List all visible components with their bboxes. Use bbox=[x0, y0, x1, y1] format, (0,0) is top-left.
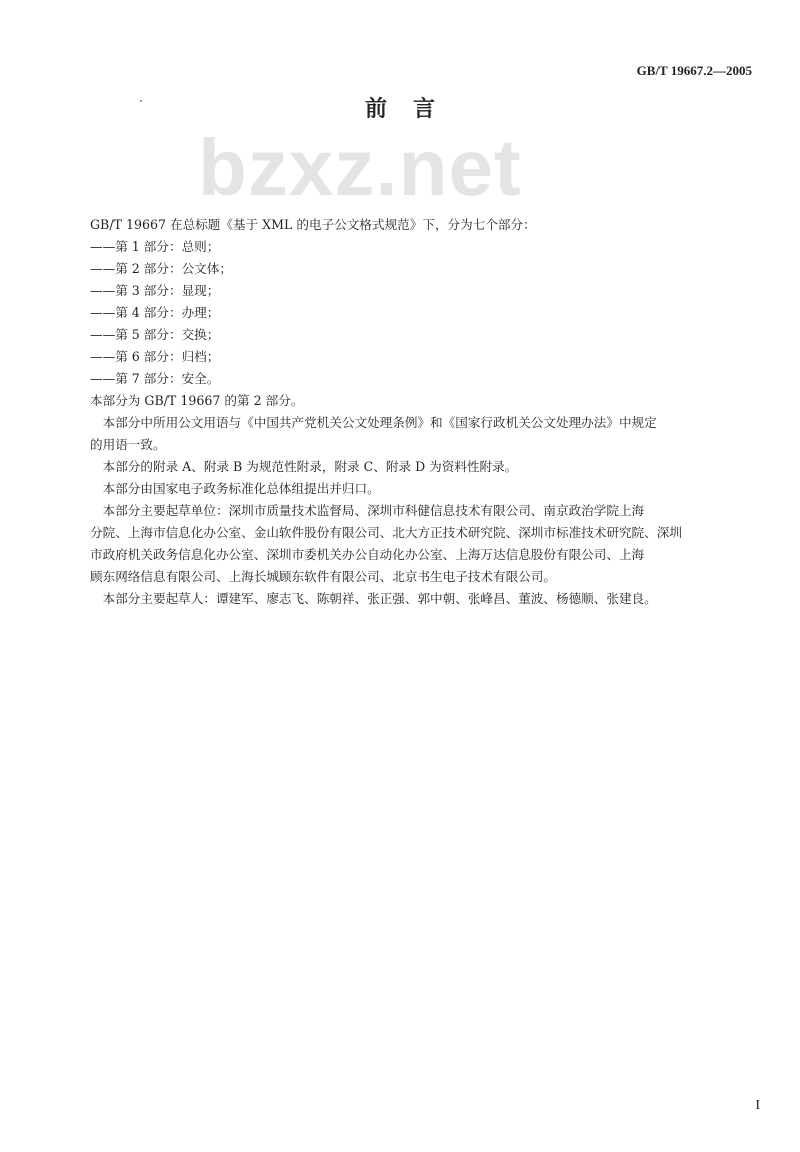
list-item: ——第 4 部分：办理； bbox=[90, 305, 220, 320]
text-line: 顾东网络信息有限公司、上海长城顾东软件有限公司、北京书生电子技术有限公司。 bbox=[90, 569, 556, 584]
intro-paragraph: GB/T 19667 在总标题《基于 XML 的电子公文格式规范》下，分为七个部分： bbox=[90, 217, 536, 232]
paragraph-annexes bbox=[90, 456, 770, 478]
text-line: 的用语一致。 bbox=[90, 437, 166, 452]
text-line: 本部分由国家电子政务标准化总体组提出并归口。 bbox=[90, 481, 380, 496]
text-line: 本部分为 GB/T 19667 的第 2 部分。 bbox=[90, 393, 304, 408]
text-line: 本部分中所用公文用语与《中国共产党机关公文处理条例》和《国家行政机关公文处理办法》中规定 bbox=[90, 415, 657, 430]
text-line: 分院、上海市信息化办公室、金山软件股份有限公司、北大方正技术研究院、深圳市标准技术研究院、深圳 bbox=[90, 525, 682, 540]
list-item: ——第 7 部分：安全。 bbox=[90, 371, 220, 386]
standard-number-header: GB/T 19667.2—2005 bbox=[636, 63, 752, 78]
paragraph-proposer bbox=[90, 478, 770, 500]
page-number: I bbox=[755, 1098, 760, 1113]
document-body bbox=[90, 214, 770, 610]
page-title: 前言 bbox=[364, 96, 461, 122]
text-line: 市政府机关政务信息化办公室、深圳市委机关办公自动化办公室、上海万达信息股份有限公司、上海 bbox=[90, 547, 645, 562]
paragraph-drafting-units bbox=[90, 500, 770, 588]
text-line: 本部分主要起草单位：深圳市质量技术监督局、深圳市科健信息技术有限公司、南京政治学院上海 bbox=[90, 503, 645, 518]
list-item: ——第 1 部分：总则； bbox=[90, 239, 220, 254]
watermark: bzxz.net bbox=[198, 123, 522, 212]
list-item: ——第 2 部分：公文体； bbox=[90, 261, 232, 276]
parts-list bbox=[90, 236, 770, 390]
list-item: ——第 5 部分：交换； bbox=[90, 327, 220, 342]
list-item: ——第 3 部分：显现； bbox=[90, 283, 220, 298]
paragraph-terminology bbox=[90, 412, 770, 456]
text-line: 本部分的附录 A、附录 B 为规范性附录，附录 C、附录 D 为资料性附录。 bbox=[90, 459, 518, 474]
paragraph-part-statement bbox=[90, 390, 770, 412]
paragraph-drafters bbox=[90, 588, 770, 610]
text-line: 本部分主要起草人：谭建军、廖志飞、陈朝祥、张正强、郭中朝、张峰昌、董波、杨德顺、张建良。 bbox=[90, 591, 657, 606]
list-item: ——第 6 部分：归档； bbox=[90, 349, 220, 364]
